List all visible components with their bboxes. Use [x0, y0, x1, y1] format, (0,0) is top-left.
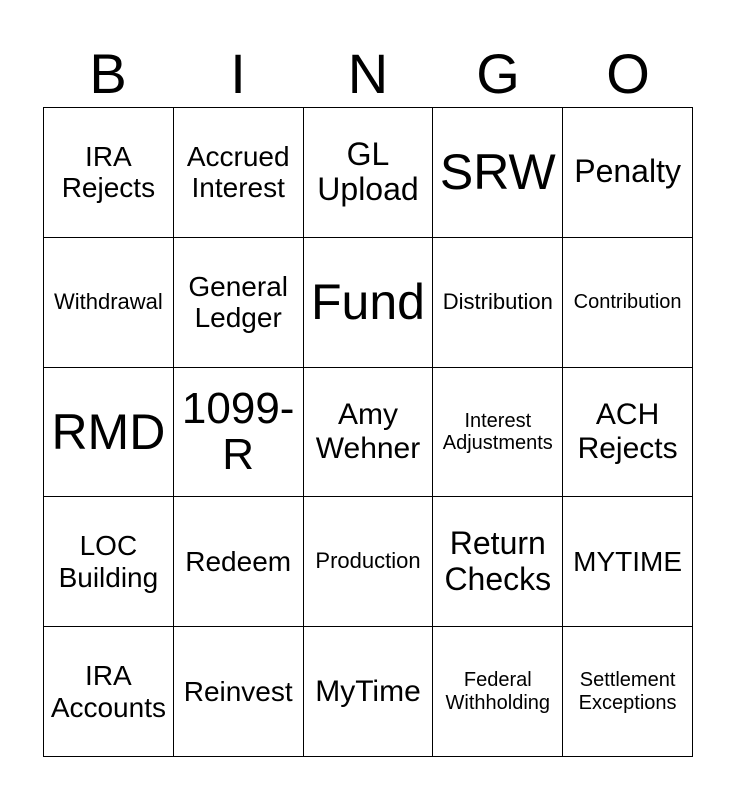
bingo-cell[interactable] — [44, 238, 174, 368]
bingo-board — [43, 107, 693, 757]
cell-label: Contribution — [573, 291, 682, 313]
bingo-cell[interactable] — [433, 497, 563, 627]
cell-label: Reinvest — [183, 675, 293, 707]
cell-label: Amy Wehner — [315, 398, 421, 465]
bingo-cell[interactable] — [174, 238, 304, 368]
bingo-cell[interactable] — [563, 238, 693, 368]
header-letter-o: O — [606, 42, 650, 105]
cell-label: IRA Rejects — [61, 141, 156, 204]
cell-label: Federal Withholding — [445, 669, 551, 714]
cell-label: Production — [315, 548, 421, 574]
cell-label: Accrued Interest — [186, 141, 290, 204]
cell-label: Distribution — [442, 288, 553, 314]
cell-label: Penalty — [574, 153, 681, 190]
bingo-cell[interactable] — [563, 627, 693, 757]
bingo-cell[interactable] — [304, 238, 434, 368]
bingo-cell[interactable] — [433, 627, 563, 757]
bingo-cell[interactable] — [304, 368, 434, 498]
header-letter-i: I — [230, 42, 246, 105]
cell-label: RMD — [51, 403, 166, 460]
cell-label: MYTIME — [573, 546, 683, 578]
bingo-cell[interactable] — [44, 627, 174, 757]
header-letter-b: B — [89, 42, 127, 105]
bingo-cell[interactable] — [174, 108, 304, 238]
cell-label: General Ledger — [188, 270, 288, 334]
cell-label: LOC Building — [58, 530, 159, 593]
bingo-cell[interactable] — [304, 497, 434, 627]
cell-label: 1099-R — [181, 383, 295, 479]
cell-label: IRA Accounts — [50, 660, 166, 723]
bingo-cell[interactable] — [174, 368, 304, 498]
cell-label: Redeem — [185, 546, 292, 578]
bingo-cell[interactable] — [174, 497, 304, 627]
bingo-cell[interactable] — [304, 108, 434, 238]
cell-label: Withdrawal — [53, 288, 163, 314]
cell-label: GL Upload — [317, 135, 419, 208]
cell-label: Fund — [311, 274, 425, 331]
bingo-cell[interactable] — [563, 497, 693, 627]
bingo-cell[interactable] — [44, 108, 174, 238]
cell-label: Settlement Exceptions — [578, 669, 677, 714]
bingo-header — [43, 40, 693, 108]
header-letter-n: N — [347, 42, 389, 105]
cell-label: ACH Rejects — [577, 398, 678, 465]
bingo-cell[interactable] — [433, 238, 563, 368]
bingo-cell[interactable] — [563, 368, 693, 498]
header-letter-g: G — [476, 42, 520, 105]
cell-label: SRW — [439, 144, 556, 201]
bingo-cell[interactable] — [433, 368, 563, 498]
cell-label: Interest Adjustments — [442, 409, 553, 454]
bingo-cell[interactable] — [44, 497, 174, 627]
bingo-cell[interactable] — [304, 627, 434, 757]
bingo-cell[interactable] — [433, 108, 563, 238]
cell-label: Return Checks — [444, 524, 552, 597]
bingo-cell[interactable] — [174, 627, 304, 757]
cell-label: MyTime — [315, 674, 421, 708]
bingo-cell[interactable] — [563, 108, 693, 238]
bingo-cell[interactable] — [44, 368, 174, 498]
